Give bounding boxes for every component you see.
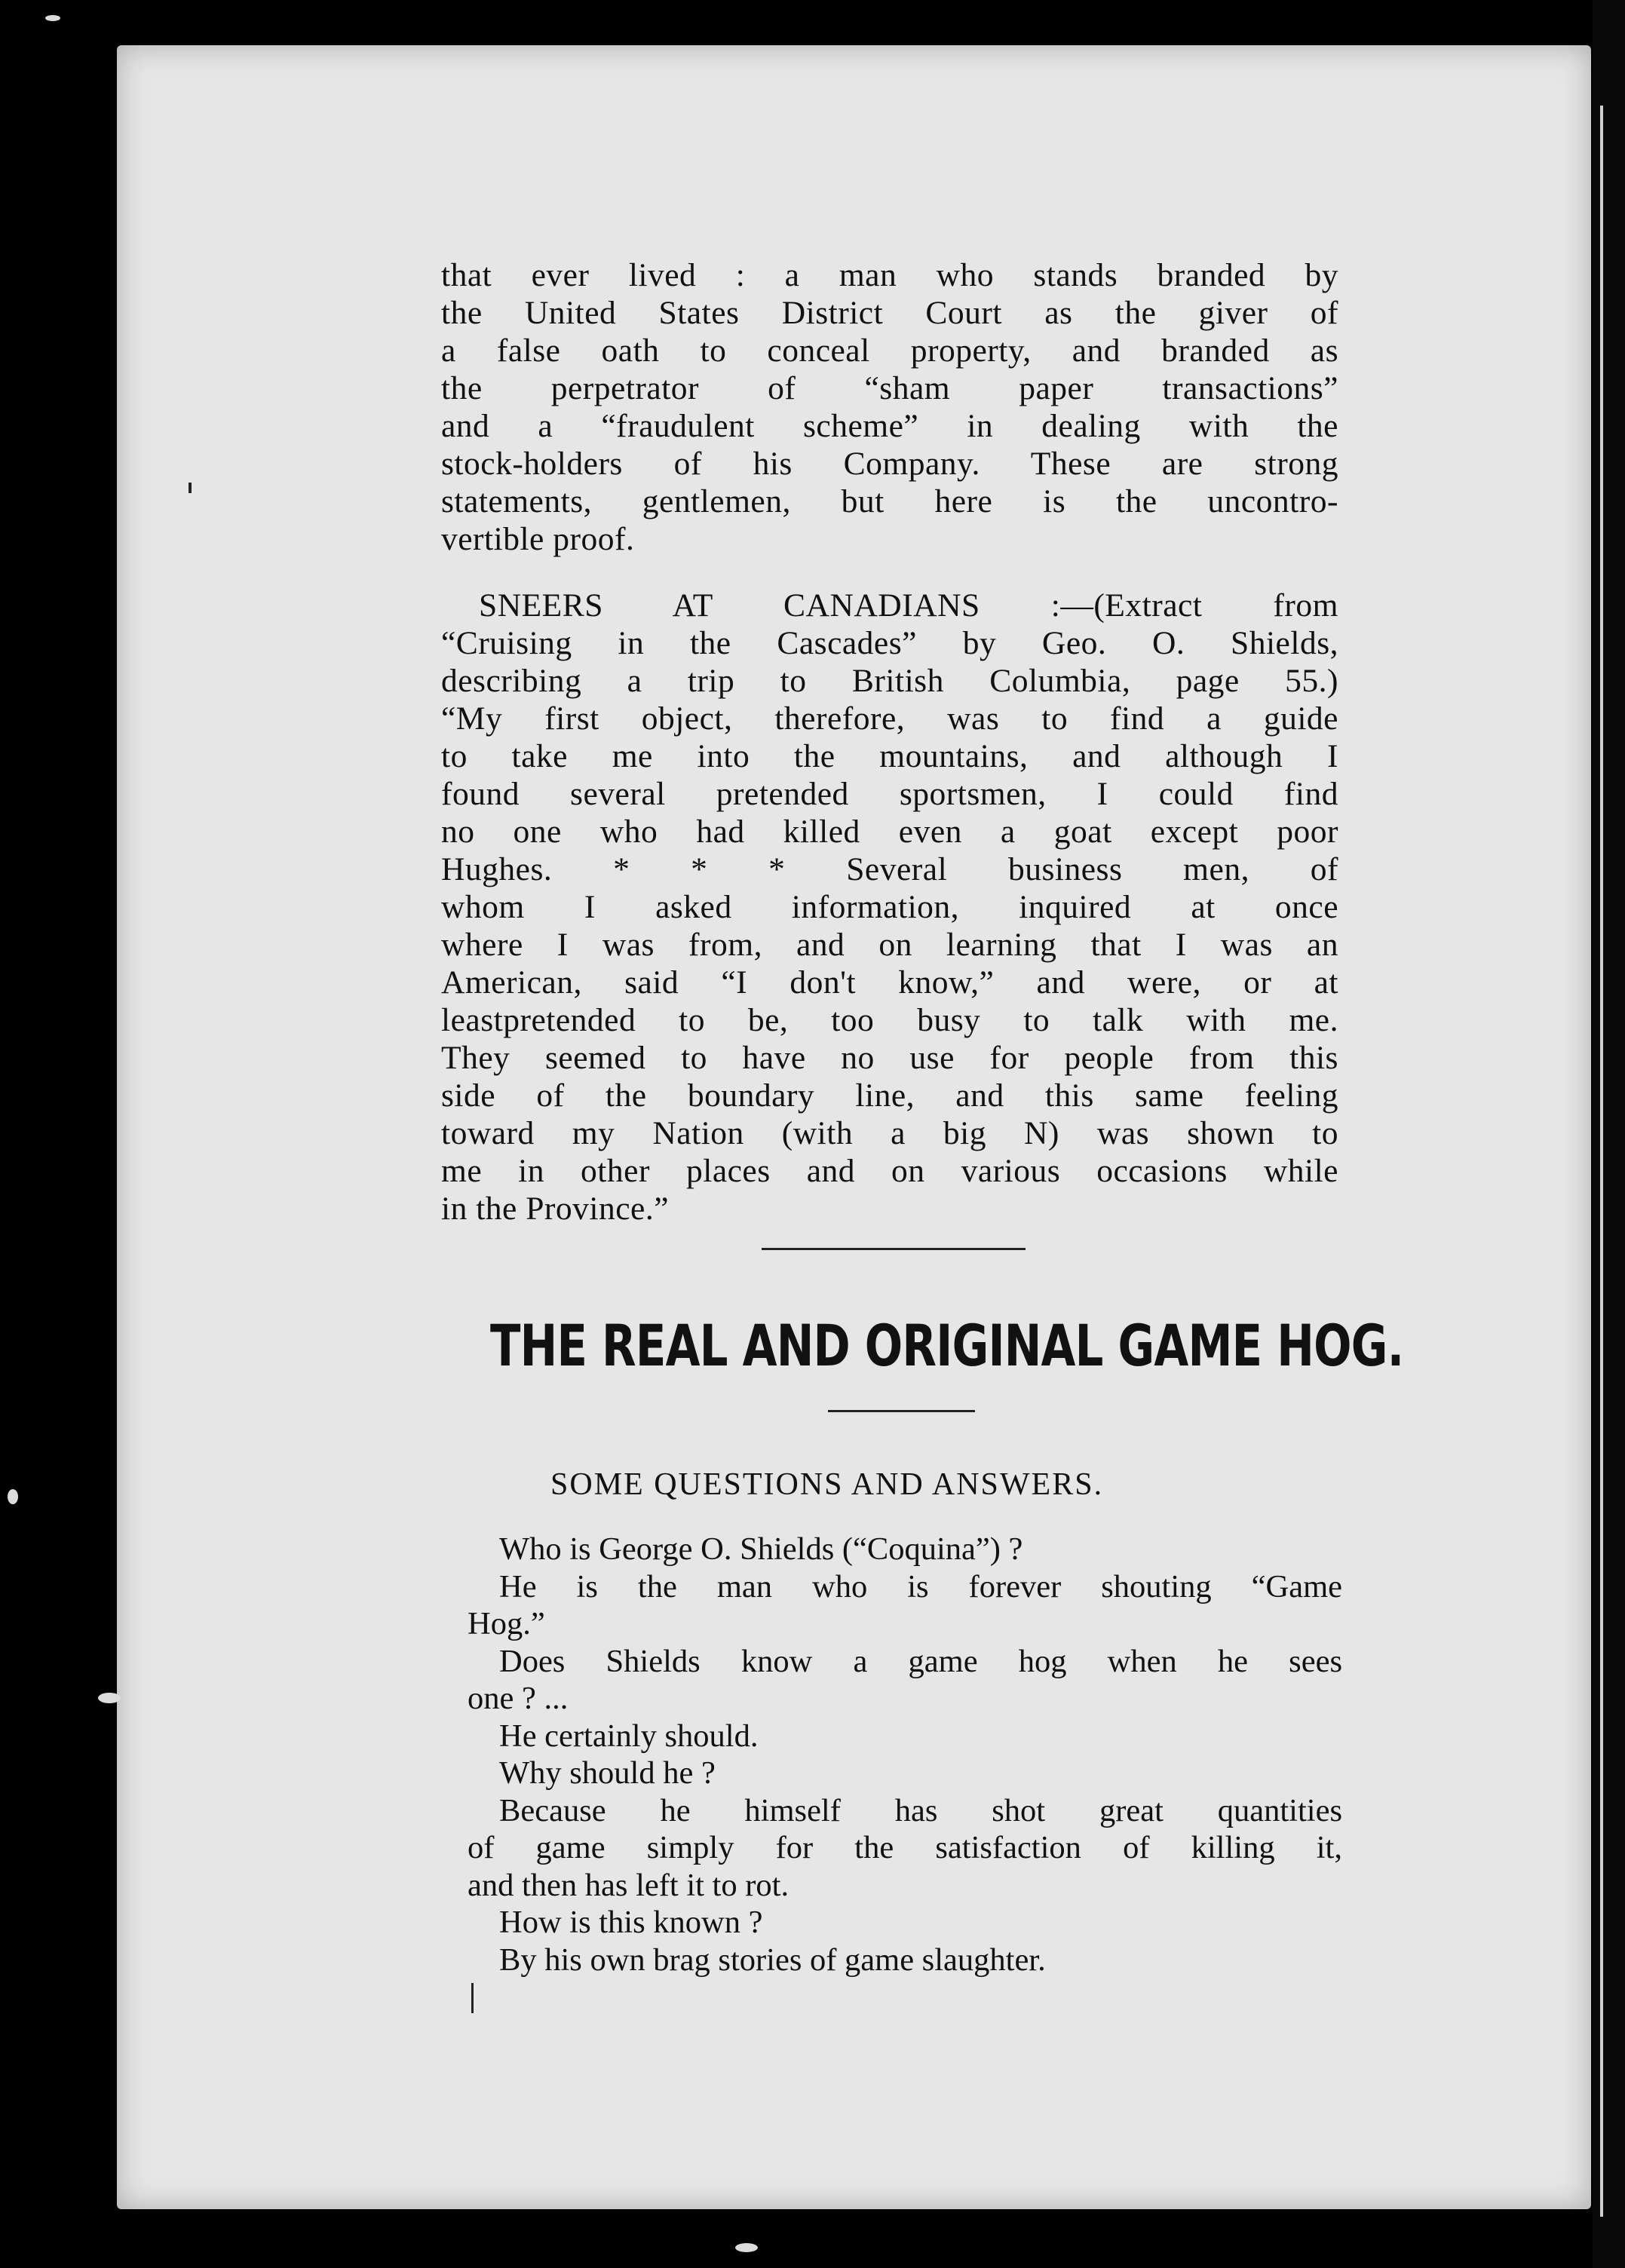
text-line: “Cruising in the Cascades” by Geo. O. Shields,	[441, 625, 1338, 661]
qa-line: By his own brag stories of game slaughter.	[499, 1942, 1046, 1978]
page-headline: THE REAL AND ORIGINAL GAME HOG.	[490, 1312, 1404, 1379]
text-line: They seemed to have no use for people from this	[441, 1040, 1338, 1076]
border-speck	[45, 15, 60, 21]
text-line: a false oath to conceal property, and branded as	[441, 333, 1338, 369]
qa-line: He certainly should.	[499, 1718, 759, 1754]
text-line: me in other places and on various occasions while	[441, 1153, 1338, 1189]
text-line: Hughes. * * * Several business men, of	[441, 851, 1338, 887]
qa-line: Hog.”	[468, 1606, 545, 1641]
text-line: whom I asked information, inquired at once	[441, 889, 1338, 925]
text-line: no one who had killed even a goat except poor	[441, 814, 1338, 850]
section-subheading: SOME QUESTIONS AND ANSWERS.	[550, 1467, 1104, 1502]
text-line: where I was from, and on learning that I was an	[441, 927, 1338, 963]
text-line: “My first object, therefore, was to find a guide	[441, 700, 1338, 737]
text-line: describing a trip to British Columbia, page 55.)	[441, 663, 1338, 699]
qa-line: He is the man who is forever shouting “Game	[499, 1568, 1342, 1604]
qa-line: of game simply for the satisfaction of killing it,	[468, 1830, 1342, 1865]
text-line: statements, gentlemen, but here is the uncontro-	[441, 483, 1338, 519]
border-speck	[735, 2243, 758, 2252]
text-line: the United States District Court as the giver of	[441, 295, 1338, 331]
text-line: stock-holders of his Company. These are strong	[441, 446, 1338, 482]
text-line: SNEERS AT CANADIANS :—(Extract from	[479, 587, 1338, 624]
qa-line: Because he himself has shot great quantities	[499, 1792, 1342, 1828]
text-line: leastpretended to be, too busy to talk with me.	[441, 1002, 1338, 1038]
text-line: and a “fraudulent scheme” in dealing with the	[441, 408, 1338, 444]
ink-mark	[471, 1983, 474, 2013]
text-line: found several pretended sportsmen, I could find	[441, 776, 1338, 812]
film-edge	[1593, 0, 1625, 2268]
qa-line: Why should he ?	[499, 1755, 716, 1791]
border-speck	[8, 1489, 18, 1504]
text-line: vertible proof.	[441, 521, 635, 557]
qa-line: and then has left it to rot.	[468, 1867, 790, 1903]
text-line: side of the boundary line, and this same feeling	[441, 1077, 1338, 1114]
text-line: the perpetrator of “sham paper transactions”	[441, 370, 1338, 406]
section-divider	[762, 1248, 1026, 1250]
qa-line: Does Shields know a game hog when he sees	[499, 1643, 1342, 1679]
border-speck	[98, 1693, 121, 1703]
text-line: to take me into the mountains, and although I	[441, 738, 1338, 774]
qa-line: one ? ...	[468, 1681, 569, 1716]
questions-and-answers	[468, 1531, 1342, 1978]
ink-mark	[189, 483, 192, 493]
qa-line: Who is George O. Shields (“Coquina”) ?	[499, 1531, 1023, 1567]
film-edge-line	[1600, 106, 1603, 2217]
text-line: toward my Nation (with a big N) was shown to	[441, 1115, 1338, 1151]
text-line: that ever lived : a man who stands branded by	[441, 257, 1338, 293]
headline-underline	[828, 1410, 975, 1412]
text-line: American, said “I don't know,” and were, or at	[441, 964, 1338, 1001]
text-line: in the Province.”	[441, 1191, 670, 1227]
paragraph-continuation	[441, 256, 1338, 558]
qa-line: How is this known ?	[499, 1905, 763, 1940]
paragraph-sneers-at-canadians	[441, 587, 1338, 1227]
